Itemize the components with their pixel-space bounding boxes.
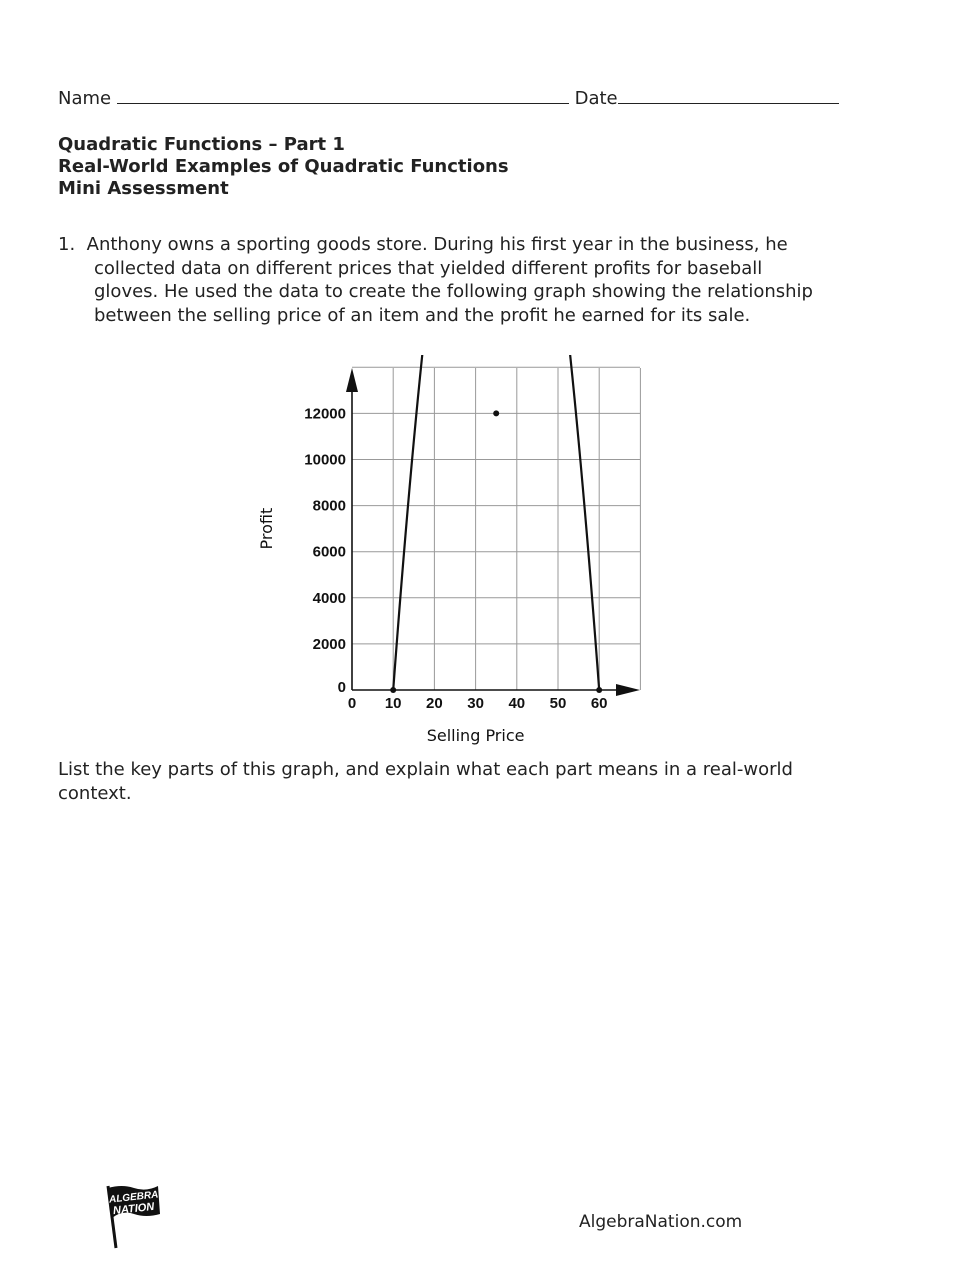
prompt-line-2: context.	[58, 782, 132, 804]
y-tick-label: 8000	[312, 497, 346, 515]
question-1	[58, 233, 813, 327]
title-line-3: Mini Assessment	[58, 178, 229, 199]
y-tick-label: 4000	[312, 589, 346, 607]
x-tick-label: 20	[426, 695, 443, 712]
key-point	[596, 687, 602, 693]
title-line-1: Quadratic Functions – Part 1	[58, 134, 345, 155]
x-axis-arrow	[616, 684, 640, 696]
date-label: Date	[574, 88, 618, 109]
y-tick-label: 2000	[312, 635, 346, 653]
worksheet-titles	[58, 134, 509, 200]
question-number: 1.	[58, 234, 76, 255]
x-tick-label: 50	[549, 695, 567, 712]
key-point	[493, 410, 499, 416]
y-tick-label: 6000	[312, 543, 346, 561]
y-tick-label: 10000	[304, 451, 346, 469]
question-line-1	[58, 233, 813, 257]
name-blank-line[interactable]	[117, 89, 569, 104]
x-axis-label: Selling Price	[426, 726, 525, 745]
logo-text-1: ALGEBRA	[108, 1189, 159, 1206]
title-line-2: Real-World Examples of Quadratic Functions	[58, 156, 509, 177]
x-tick-label: 10	[384, 695, 402, 712]
y-tick-label: 12000	[304, 405, 346, 423]
y-tick-label: 0	[337, 679, 346, 696]
date-blank-line[interactable]	[618, 89, 839, 104]
footer-site[interactable]: AlgebraNation.com	[579, 1212, 743, 1232]
question-line-2: collected data on different prices that yielded different profits for baseball	[94, 257, 763, 279]
profit-curve	[393, 355, 599, 690]
name-field	[58, 88, 839, 109]
x-tick-label: 40	[508, 695, 526, 712]
question-line-3: gloves. He used the data to create the following graph showing the relationship	[94, 281, 813, 302]
name-label: Name	[58, 88, 112, 109]
y-axis-label: Profit	[257, 507, 276, 550]
profit-chart	[250, 355, 650, 750]
key-point	[390, 687, 396, 693]
logo-text-2: NATION	[112, 1200, 155, 1218]
prompt-line-1: List the key parts of this graph, and explain what each part means in a real-world	[58, 759, 793, 780]
question-text: Anthony owns a sporting goods store. During his first year in the business, he	[86, 234, 788, 255]
algebra-nation-logo	[100, 1180, 170, 1252]
y-axis-arrow	[346, 368, 358, 392]
x-tick-label: 30	[467, 695, 484, 712]
x-tick-label: 60	[590, 695, 608, 712]
answer-prompt	[58, 758, 793, 805]
x-tick-label: 0	[347, 695, 357, 712]
question-line-4: between the selling price of an item and the profit he earned for its sale.	[94, 304, 751, 326]
